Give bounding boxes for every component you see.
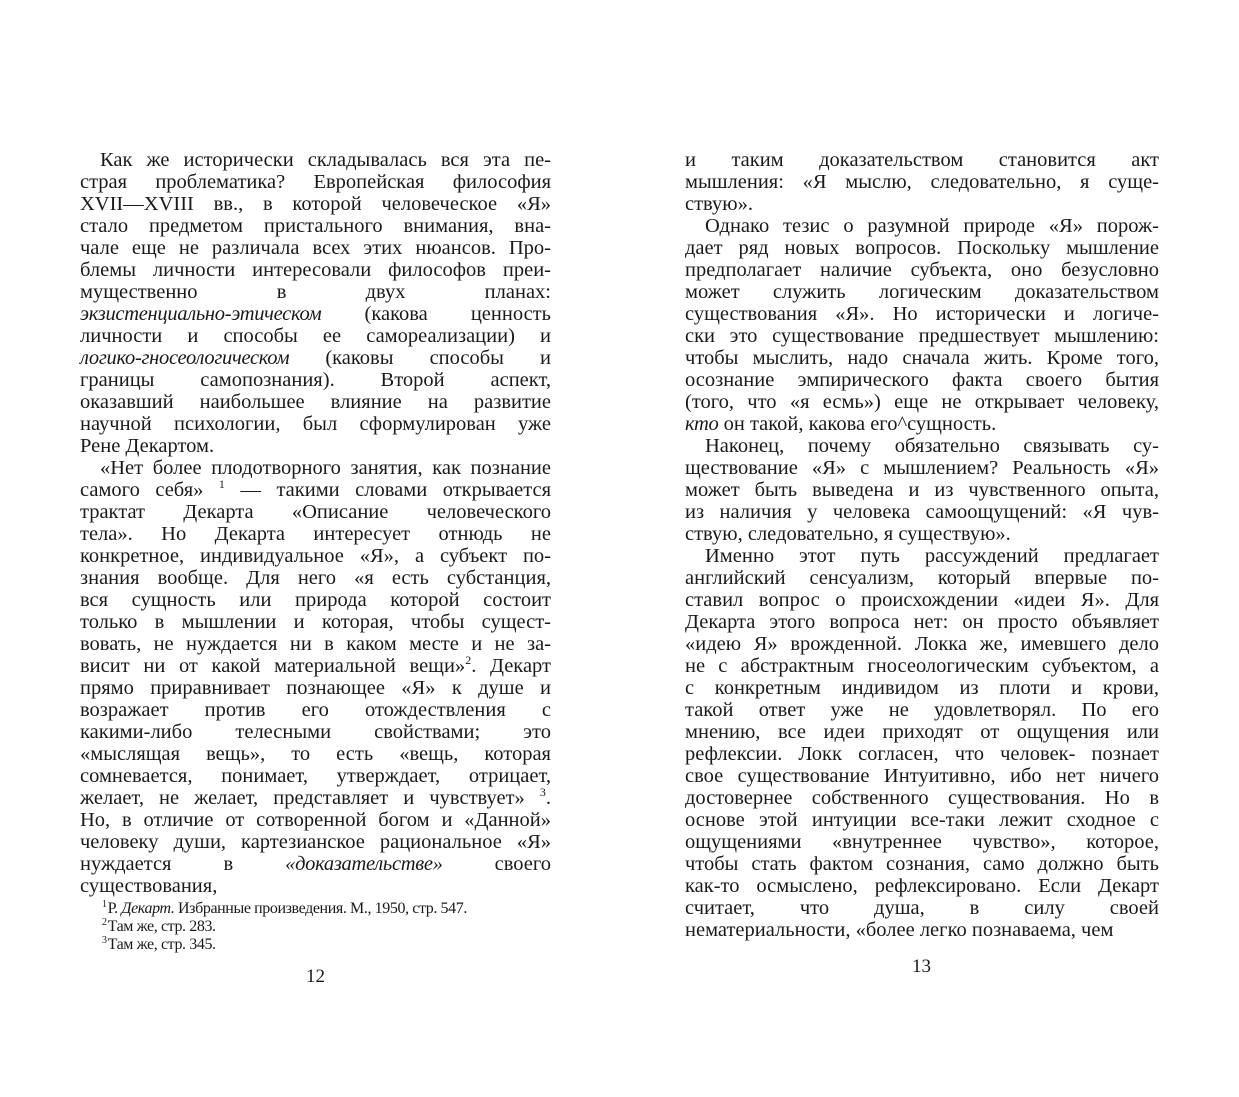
- text-line: [685, 831, 1159, 853]
- text-line: [685, 171, 1159, 193]
- text-run: чтобы мыслить, надо сначала жить. Кроме того,: [685, 347, 1159, 369]
- text-run: Однако тезис о разумной природе «Я» порож-: [705, 215, 1159, 237]
- text-run: Декарта этого вопроса нет: он просто объявляет: [685, 611, 1159, 633]
- text-run: чтобы стать фактом сознания, само должно быть: [685, 853, 1159, 875]
- text-run: границы самопознания). Второй аспект,: [80, 369, 551, 391]
- text-run: научной психологии, был сформулирован уже: [80, 413, 551, 435]
- footnotes: [102, 900, 467, 954]
- text-run: только в мышлении и которая, чтобы сущест-: [80, 611, 551, 633]
- left-page-body: [80, 149, 551, 897]
- text-run: ществование «Я» с мышлением? Реальность «Я»: [685, 457, 1159, 479]
- text-run: Рене Декартом.: [80, 435, 215, 457]
- text-run: основе этой интуиции все-таки лежит сходное с: [685, 809, 1159, 831]
- text-line: [80, 699, 551, 721]
- page-number: 12: [306, 966, 325, 987]
- text-line: [80, 215, 551, 237]
- text-run: из наличия у человека самоощущений: «Я чув-: [685, 501, 1159, 523]
- text-line: [80, 259, 551, 281]
- footnote: [102, 936, 467, 954]
- text-run: с конкретным индивидом из плоти и крови,: [685, 677, 1159, 699]
- footnote-reference: 3: [539, 785, 546, 800]
- text-run: самого себя»: [80, 479, 219, 501]
- text-run: (какова ценность: [321, 303, 551, 325]
- text-run: возражает против его отождествления с: [80, 699, 551, 721]
- text-run: не с абстрактным гносеологическим субъектом, а: [685, 655, 1159, 677]
- text-line: [685, 787, 1159, 809]
- text-run: сомневается, понимает, утверждает, отрицает,: [80, 765, 551, 787]
- text-line: [685, 413, 1159, 435]
- text-line: [80, 743, 551, 765]
- text-line: [80, 479, 551, 501]
- text-line: [80, 501, 551, 523]
- text-run: нуждается в: [80, 853, 286, 875]
- text-run: Наконец, почему обязательно связывать су-: [705, 435, 1159, 457]
- text-run: такой ответ уже не удовлетворял. По его: [685, 699, 1159, 721]
- text-line: [80, 611, 551, 633]
- text-line: [685, 259, 1159, 281]
- text-run: знания вообще. Для него «я есть субстанция,: [80, 567, 551, 589]
- text-run: существования,: [80, 875, 218, 897]
- text-line: [80, 677, 551, 699]
- text-run: как-то осмыслено, рефлексировано. Если Декарт: [685, 875, 1159, 897]
- text-run: нематериальности, «более легко познаваема, чем: [685, 919, 1114, 941]
- text-line: [80, 347, 551, 369]
- text-run: ствую».: [685, 193, 753, 215]
- text-run: вся сущность или природа которой состоит: [80, 589, 551, 611]
- text-run: своего: [442, 853, 551, 875]
- text-run: свое существование Интуитивно, ибо нет ничего: [685, 765, 1159, 787]
- text-line: [685, 743, 1159, 765]
- text-run: Как же исторически складывалась вся эта пе-: [100, 149, 551, 171]
- text-line: [685, 391, 1159, 413]
- italic-term: экзистенциально-этическом: [80, 303, 322, 325]
- text-line: [80, 655, 551, 677]
- text-line: [685, 897, 1159, 919]
- text-line: [80, 545, 551, 567]
- text-line: [80, 171, 551, 193]
- text-run: «Нет более плодотворного занятия, как познание: [100, 457, 551, 479]
- text-line: [685, 281, 1159, 303]
- text-line: [685, 237, 1159, 259]
- text-run: человеку души, картезианское рациональное «Я»: [80, 831, 551, 853]
- text-line: [685, 457, 1159, 479]
- text-line: [685, 347, 1159, 369]
- footnote-mark: 3: [102, 934, 107, 946]
- text-line: [80, 369, 551, 391]
- text-line: [80, 237, 551, 259]
- paragraph: [685, 215, 1159, 435]
- text-line: [80, 567, 551, 589]
- text-run: висит ни от какой материальной вещи»: [80, 655, 466, 677]
- text-run: какими-либо телесными свойствами; это: [80, 721, 551, 743]
- text-run: достовернее собственного существования. Но в: [685, 787, 1159, 809]
- text-line: [80, 787, 551, 809]
- text-line: [685, 193, 1159, 215]
- text-line: [685, 655, 1159, 677]
- footnote: [102, 918, 467, 936]
- text-run: .: [545, 787, 551, 809]
- text-line: [80, 721, 551, 743]
- text-run: Но, в отличие от сотворенной богом и «Данной»: [80, 809, 551, 831]
- text-line: [685, 523, 1159, 545]
- italic-term: кто: [685, 413, 719, 435]
- text-line: [80, 391, 551, 413]
- text-line: [80, 435, 551, 457]
- footnote-reference: 2: [465, 653, 472, 668]
- text-run: дает ряд новых вопросов. Поскольку мышление: [685, 237, 1159, 259]
- text-run: существования «Я». Но исторически и логиче-: [685, 303, 1159, 325]
- text-line: [685, 545, 1159, 567]
- text-line: [80, 853, 551, 875]
- paragraph: [685, 149, 1159, 215]
- italic-term: логико-гносеологическом: [80, 347, 290, 369]
- italic-term: «доказательстве»: [285, 853, 443, 875]
- footnote-author: Декарт.: [121, 900, 175, 917]
- text-line: [685, 303, 1159, 325]
- text-run: (каковы способы и: [289, 347, 551, 369]
- text-line: [80, 325, 551, 347]
- text-run: и таким доказательством становится акт: [685, 149, 1159, 171]
- text-line: [80, 875, 551, 897]
- text-run: (того, что «я есмь») еще не открывает человеку,: [685, 391, 1159, 413]
- text-line: [80, 303, 551, 325]
- right-page: [620, 0, 1239, 1097]
- text-line: [685, 325, 1159, 347]
- paragraph: [80, 149, 551, 457]
- text-run: ски это существование предшествует мышлению:: [685, 325, 1159, 347]
- right-page-body: [685, 149, 1159, 941]
- text-run: считает, что душа, в силу своей: [685, 897, 1159, 919]
- text-line: [685, 369, 1159, 391]
- text-run: желает, не желает, представляет и чувствует»: [80, 787, 540, 809]
- text-run: предполагает наличие субъекта, оно безусловно: [685, 259, 1159, 281]
- text-line: [80, 457, 551, 479]
- text-run: мнению, все идеи приходят от ощущения или: [685, 721, 1159, 743]
- text-run: английский сенсуализм, который впервые по-: [685, 567, 1159, 589]
- text-run: Именно этот путь рассуждений предлагает: [705, 545, 1159, 567]
- text-run: мущественно в двух планах:: [80, 281, 551, 303]
- text-line: [685, 919, 1159, 941]
- text-line: [685, 435, 1159, 457]
- footnote-text: Там же, стр. 345.: [107, 936, 216, 953]
- text-line: [80, 149, 551, 171]
- text-line: [685, 721, 1159, 743]
- text-line: [80, 633, 551, 655]
- text-run: осознание эмпирического факта своего бытия: [685, 369, 1159, 391]
- text-run: «идею Я» врожденной. Локка же, имевшего дело: [685, 633, 1159, 655]
- footnote-text: Там же, стр. 283.: [107, 918, 216, 935]
- text-run: . Декарт: [471, 655, 551, 677]
- paragraph: [80, 457, 551, 897]
- text-line: [685, 699, 1159, 721]
- text-line: [685, 765, 1159, 787]
- text-line: [80, 765, 551, 787]
- text-line: [685, 677, 1159, 699]
- text-run: прямо приравнивает познающее «Я» к душе и: [80, 677, 551, 699]
- text-run: тела». Но Декарта интересует отнюдь не: [80, 523, 551, 545]
- text-line: [685, 589, 1159, 611]
- text-run: стало предметом пристального внимания, вна-: [80, 215, 551, 237]
- paragraph: [685, 435, 1159, 545]
- footnote-mark: 1: [102, 898, 107, 910]
- text-line: [685, 633, 1159, 655]
- text-line: [685, 853, 1159, 875]
- text-run: «мыслящая вещь», то есть «вещь, которая: [80, 743, 551, 765]
- text-run: блемы личности интересовали философов преи-: [80, 259, 551, 281]
- text-line: [685, 149, 1159, 171]
- text-run: рефлексии. Локк согласен, что человек- познает: [685, 743, 1159, 765]
- text-line: [80, 809, 551, 831]
- footnote-reference: 1: [218, 477, 225, 492]
- text-run: страя проблематика? Европейская философия: [80, 171, 551, 193]
- text-line: [685, 501, 1159, 523]
- text-line: [80, 523, 551, 545]
- page-number: 13: [912, 956, 931, 977]
- text-line: [685, 215, 1159, 237]
- text-run: — такими словами открывается: [224, 479, 551, 501]
- text-line: [80, 413, 551, 435]
- text-run: он такой, какова его^сущность.: [718, 413, 997, 435]
- footnote-prefix: Р.: [107, 900, 122, 917]
- text-run: может быть выведена и из чувственного опыта,: [685, 479, 1159, 501]
- text-line: [80, 831, 551, 853]
- text-run: трактат Декарта «Описание человеческого: [80, 501, 551, 523]
- text-run: может служить логическим доказательством: [685, 281, 1159, 303]
- text-line: [685, 567, 1159, 589]
- text-line: [80, 589, 551, 611]
- text-run: вовать, не нуждается ни в каком месте и не за-: [80, 633, 551, 655]
- text-run: чале еще не различала всех этих нюансов. Про-: [80, 237, 551, 259]
- text-run: ставил вопрос о происхождении «идеи Я». Для: [685, 589, 1159, 611]
- text-run: конкретное, индивидуальное «Я», а субъект по-: [80, 545, 551, 567]
- text-line: [685, 809, 1159, 831]
- footnote-text: Избранные произведения. М., 1950, стр. 547.: [174, 900, 467, 917]
- text-run: мышления: «Я мыслю, следовательно, я суще-: [685, 171, 1159, 193]
- text-line: [80, 193, 551, 215]
- text-run: оказавший наибольшее влияние на развитие: [80, 391, 551, 413]
- footnote-mark: 2: [102, 916, 107, 928]
- text-run: ствую, следовательно, я существую».: [685, 523, 1011, 545]
- footnote: [102, 900, 467, 918]
- paragraph: [685, 545, 1159, 941]
- text-line: [685, 875, 1159, 897]
- text-run: XVII—XVIII вв., в которой человеческое «Я»: [80, 193, 551, 215]
- text-line: [685, 611, 1159, 633]
- text-line: [80, 281, 551, 303]
- text-run: ощущениями «внутреннее чувство», которое,: [685, 831, 1159, 853]
- text-line: [685, 479, 1159, 501]
- text-run: личности и способы ее самореализации) и: [80, 325, 551, 347]
